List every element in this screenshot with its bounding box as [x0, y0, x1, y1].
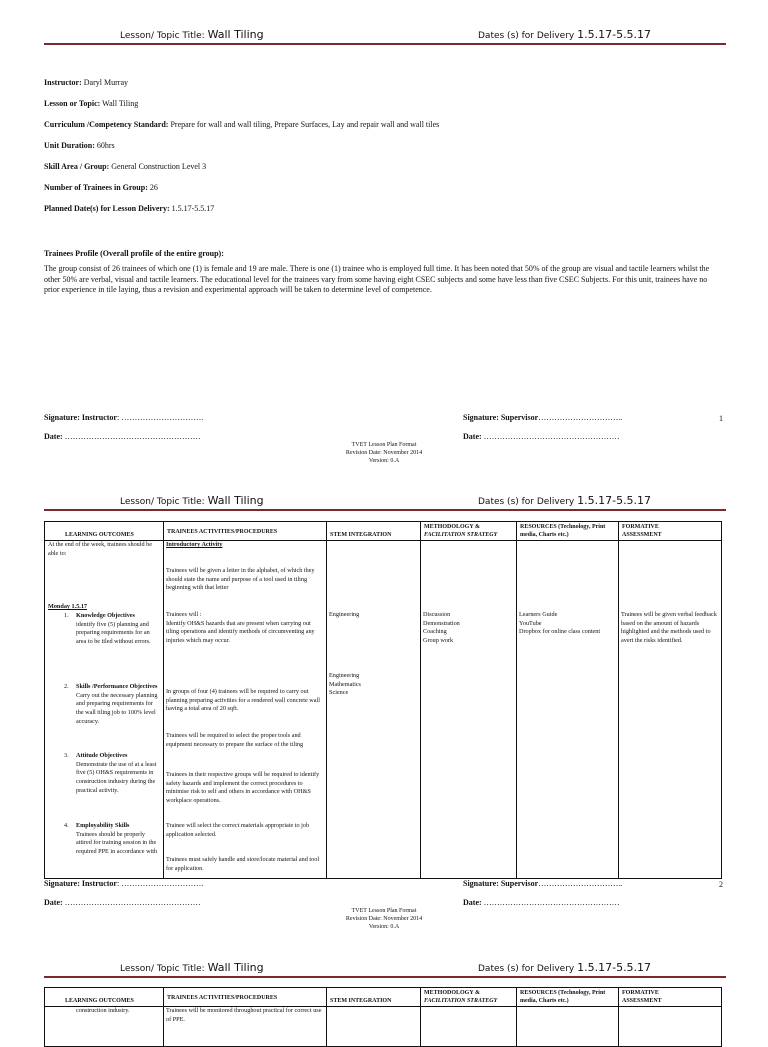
intro-activity: Trainees will be given a letter in the alphabet, of which they should state the name and purpose of a tool used in tiling beginning with that letter	[166, 567, 315, 592]
supervisor-signature	[463, 879, 622, 888]
date-line: ……………………………………………	[62, 432, 201, 441]
field-label: Unit Duration:	[44, 141, 95, 150]
column-divider	[618, 522, 619, 878]
footer-format: TVET Lesson Plan Format	[351, 442, 417, 448]
objective-title: Skills /Performance Objectives	[76, 683, 158, 690]
activity-lead: Trainees will :	[166, 611, 202, 618]
date-line: ……………………………………………	[62, 898, 201, 907]
objective-text: identify five (5) planning and preparing requirements for an area to be tiled without errors.	[76, 620, 151, 646]
topic-value: Wall Tiling	[207, 494, 264, 507]
dates-value: 1.5.17-5.5.17	[577, 494, 652, 507]
methodology-item: Discussion	[423, 611, 451, 618]
date-label: Date:	[463, 898, 482, 907]
column-divider	[163, 988, 164, 1046]
dates-label: Dates (s) for Delivery	[478, 31, 575, 41]
field-value: Daryl Murray	[83, 78, 128, 87]
field-label: Instructor:	[44, 78, 82, 87]
objective-knowledge	[48, 612, 160, 647]
objective-number: 4.	[64, 822, 69, 829]
col-trainee-activities: TRAINEES ACTIVITIES/PROCEDURES	[167, 529, 278, 535]
lesson-plan-table-continued	[44, 987, 722, 1047]
activity-handling: Trainees must safely handle and store/locate material and tool for application.	[166, 856, 320, 872]
page-footer	[0, 442, 768, 465]
col-stem-integration: STEM INTEGRATION	[330, 998, 392, 1004]
stem-item: Mathematics	[329, 680, 361, 688]
delivery-dates	[478, 494, 651, 507]
signature-line: : ………………………….	[116, 413, 204, 422]
delivery-dates	[478, 961, 651, 974]
footer-revision: Revision Date: November 2014	[345, 449, 423, 456]
activity-planning: In groups of four (4) trainees will be required to carry out planning preparing activities for a rendered wall concrete wall having a total area of 20 sqft.	[166, 688, 320, 713]
column-divider	[326, 522, 327, 878]
resources-list	[519, 611, 615, 637]
topic-value: Wall Tiling	[207, 961, 264, 974]
topic-value: Wall Tiling	[207, 28, 264, 41]
topic-label: Lesson/ Topic Title:	[120, 964, 205, 974]
field-value: Wall Tiling	[102, 99, 139, 108]
supervisor-date	[463, 898, 620, 907]
facilitation-label: FACILITATION STRATEGY	[424, 997, 498, 1004]
objective-number: 3.	[64, 752, 69, 759]
field-label: Planned Date(s) for Lesson Delivery:	[44, 204, 170, 213]
lesson-topic-title	[120, 494, 264, 507]
objective-employability	[48, 822, 160, 857]
instructor-date	[44, 898, 201, 907]
profile-heading-text: Trainees Profile (Overall profile of the entire group):	[44, 249, 224, 258]
field-value: 60hrs	[96, 141, 115, 150]
objective-skills	[48, 683, 160, 727]
methodology-item: Demonstration	[423, 619, 460, 627]
column-divider	[420, 522, 421, 878]
objective-number: 2.	[64, 683, 69, 690]
field-competency-standard	[44, 120, 439, 129]
methodology-item: Coaching	[423, 628, 447, 636]
page-footer	[0, 908, 768, 931]
col-formative-assessment: FORMATIVE ASSESSMENT	[622, 524, 662, 538]
supervisor-date	[463, 432, 620, 441]
dates-value: 1.5.17-5.5.17	[577, 961, 652, 974]
field-value: 1.5.17-5.5.17	[171, 204, 215, 213]
instructor-signature	[44, 879, 203, 888]
instructor-date	[44, 432, 201, 441]
col-trainee-activities: TRAINEES ACTIVITIES/PROCEDURES	[167, 995, 278, 1001]
day-label: Monday 1.5.17	[48, 603, 88, 610]
lesson-plan-table	[44, 521, 722, 879]
footer-version: Version: 0.A	[368, 923, 400, 930]
dates-label: Dates (s) for Delivery	[478, 964, 575, 974]
col-learning-outcomes: LEARNING OUTCOMES	[65, 532, 134, 538]
objective-title: Attitude Objectives	[76, 752, 128, 759]
intro-outcome: At the end of the week, trainees should be able to:	[48, 541, 152, 557]
col-learning-outcomes: LEARNING OUTCOMES	[65, 998, 134, 1004]
intro-activity-heading	[166, 541, 323, 550]
stem-item: Science	[329, 689, 349, 697]
header-rule	[44, 509, 726, 511]
methodology-list	[423, 611, 513, 646]
col-methodology	[424, 990, 497, 1005]
activity-hazards	[166, 611, 323, 646]
field-label: Lesson or Topic:	[44, 99, 101, 108]
page-number: 1	[719, 414, 723, 423]
date-label: Date:	[463, 432, 482, 441]
signature-line: …………………………..	[538, 879, 623, 888]
activity-text: Identify OH&S hazards that are present when carrying out tiling operations and identify methods of circumventing any injuries which may occur.	[166, 619, 315, 645]
col-resources: RESOURCES (Technology, Print media, Charts etc.)	[520, 990, 606, 1004]
field-trainee-count	[44, 183, 158, 192]
signature-label: Signature: Instructor	[44, 879, 117, 888]
topic-label: Lesson/ Topic Title:	[120, 31, 205, 41]
outcome-continued: construction industry.	[76, 1007, 130, 1014]
topic-label: Lesson/ Topic Title:	[120, 497, 205, 507]
col-methodology	[424, 524, 497, 539]
formative-assessment-text: Trainees will be given verbal feedback based on the amount of hazards highlighted and the methods used to avert the risks identified.	[621, 611, 717, 645]
col-resources: RESOURCES (Technology, Print media, Charts etc.)	[520, 524, 606, 538]
methodology-label: METHODOLOGY &	[424, 524, 480, 530]
header-rule	[44, 976, 726, 978]
stem-item: Engineering	[329, 672, 360, 679]
footer-format: TVET Lesson Plan Format	[351, 908, 417, 914]
dates-value: 1.5.17-5.5.17	[577, 28, 652, 41]
col-formative-assessment: FORMATIVE ASSESSMENT	[622, 990, 662, 1004]
signature-label: Signature: Supervisor	[463, 879, 539, 888]
dates-label: Dates (s) for Delivery	[478, 497, 575, 507]
column-divider	[420, 988, 421, 1046]
date-line: ……………………………………………	[481, 898, 620, 907]
activity-safety: Trainees in their respective groups will be required to identify safety hazards and implement the correct procedures to minimise risk to self and others in accordance with OH&S workplace operations.	[166, 771, 320, 805]
resource-item: Dropbox for online class content	[519, 628, 601, 636]
signature-line: : ………………………….	[116, 879, 204, 888]
field-value: 26	[149, 183, 158, 192]
objective-text: Trainees should be properly attired for training session in the required PPE in accordance with	[76, 830, 158, 856]
signature-label: Signature: Instructor	[44, 413, 117, 422]
page-number: 2	[719, 880, 723, 889]
footer-revision: Revision Date: November 2014	[345, 915, 423, 922]
footer-version: Version: 0.A	[368, 457, 400, 464]
objective-text: Demonstrate the use of at a least five (5) OH&S requirements in construction industry during the practical activity.	[76, 760, 157, 794]
field-value: Prepare for wall and wall tiling, Prepare Surfaces, Lay and repair wall and wall tiles	[170, 120, 440, 129]
activity-tool-selection: Trainees will be required to select the proper tools and equipment necessary to prepare the surface of the tiling	[166, 732, 304, 748]
signature-label: Signature: Supervisor	[463, 413, 539, 422]
field-planned-dates	[44, 204, 214, 213]
objective-number: 1.	[64, 612, 69, 619]
objective-attitude	[48, 752, 160, 796]
field-unit-duration	[44, 141, 115, 150]
objective-text: Carry out the necessary planning and preparing requirements for the wall tiling job to 100% level accuracy.	[76, 691, 158, 725]
field-label: Curriculum /Competency Standard:	[44, 120, 169, 129]
date-line: ……………………………………………	[481, 432, 620, 441]
col-stem-integration: STEM INTEGRATION	[330, 532, 392, 538]
supervisor-signature	[463, 413, 622, 422]
field-label: Number of Trainees in Group:	[44, 183, 148, 192]
field-value: General Construction Level 3	[111, 162, 207, 171]
column-divider	[163, 522, 164, 878]
profile-paragraph: The group consist of 26 trainees of which one (1) is female and 19 are male. There is one (1) trainee who is employed full time. It has been noted that 50% of the group are visual and tactile learners whilst the other 50% are verbal, visual and tactile learners. The educational level for the trainees vary from some having eight CSEC subjects and some have less than five CSEC Subjects. For this unit, trainees have no prior experience in tile laying, thus a revision and experimental approach will be taken to determine level of competence.	[44, 264, 710, 294]
field-label: Skill Area / Group:	[44, 162, 110, 171]
column-divider	[326, 988, 327, 1046]
methodology-item: Group work	[423, 637, 454, 645]
methodology-label: METHODOLOGY &	[424, 990, 480, 996]
field-lesson-topic	[44, 99, 138, 108]
date-label: Date:	[44, 432, 63, 441]
column-divider	[516, 988, 517, 1046]
profile-heading	[44, 249, 224, 258]
resource-item: YouTube	[519, 619, 542, 627]
instructor-signature	[44, 413, 203, 422]
facilitation-label: FACILITATION STRATEGY	[424, 531, 498, 538]
intro-heading-text: Introductory Activity	[166, 541, 223, 548]
column-divider	[516, 522, 517, 878]
signature-line: …………………………..	[538, 413, 623, 422]
field-instructor	[44, 78, 128, 87]
lesson-topic-title	[120, 28, 264, 41]
column-divider	[618, 988, 619, 1046]
stem-item: Engineering	[329, 611, 360, 618]
activity-ppe-monitoring: Trainees will be monitored throughout practical for correct use of PPE.	[166, 1007, 322, 1023]
stem-list	[329, 672, 417, 698]
header-rule	[44, 43, 726, 45]
activity-materials: Trainee will select the correct materials appropriate to job application selected.	[166, 822, 310, 838]
date-label: Date:	[44, 898, 63, 907]
field-skill-area	[44, 162, 206, 171]
day-heading	[48, 603, 160, 612]
resource-item: Learners Guide	[519, 611, 558, 618]
objective-title: Knowledge Objectives	[76, 612, 135, 619]
objective-title: Employability Skills	[76, 822, 130, 829]
delivery-dates	[478, 28, 651, 41]
lesson-topic-title	[120, 961, 264, 974]
